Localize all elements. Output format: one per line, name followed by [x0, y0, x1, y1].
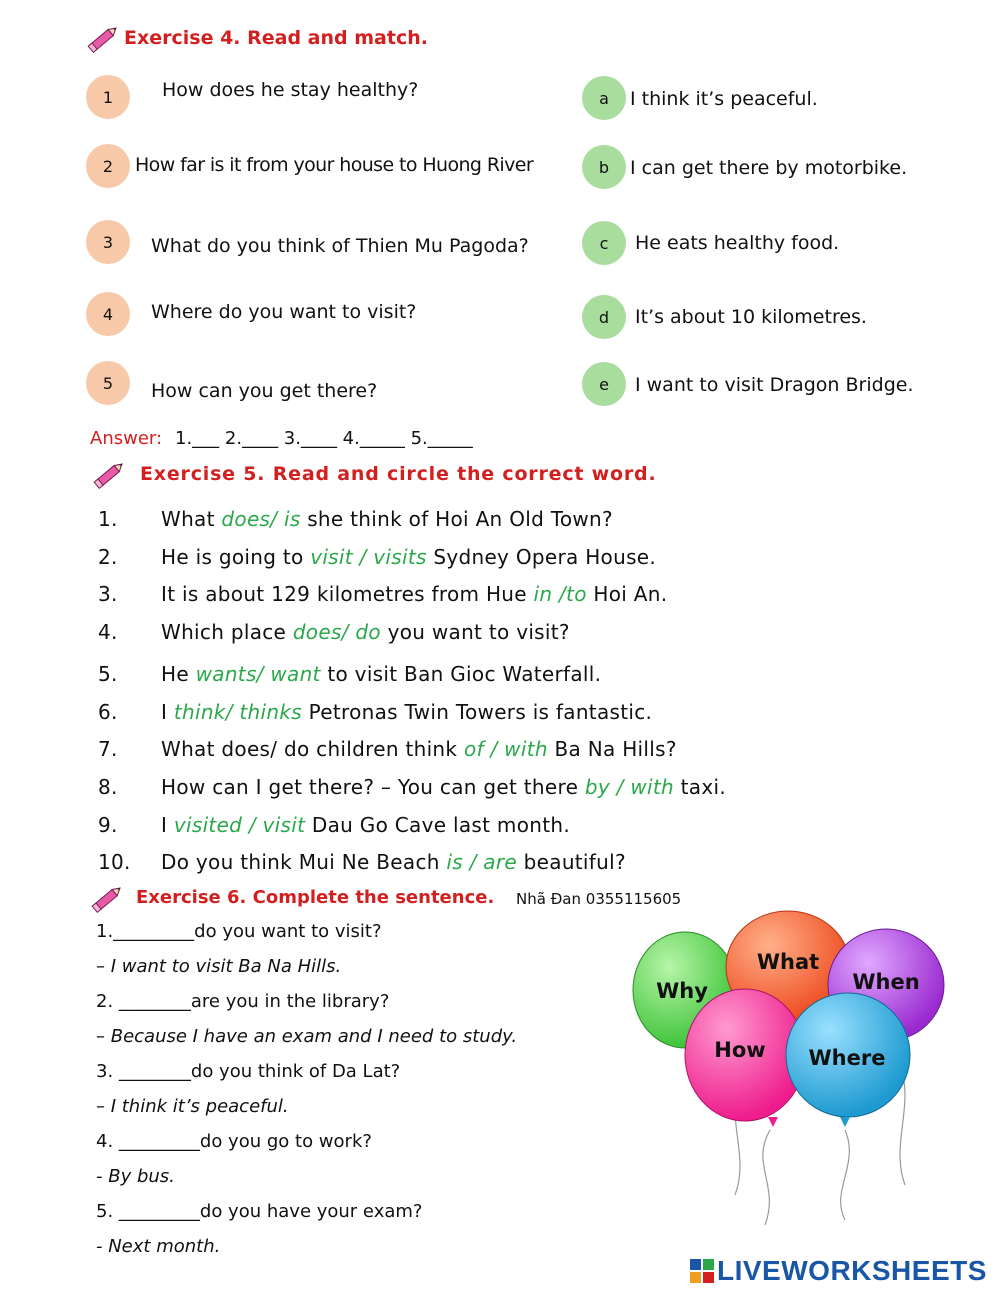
- balloon-knot: [768, 1117, 778, 1127]
- fill-blank-question[interactable]: 2. ________are you in the library?: [96, 991, 390, 1012]
- balloon-label: Why: [656, 979, 708, 1003]
- answer-letter: c: [582, 221, 626, 265]
- sentence-text: Which place: [161, 620, 293, 644]
- fill-blank-question[interactable]: 1._________do you want to visit?: [96, 921, 382, 942]
- word-choice[interactable]: visit / visits: [310, 545, 427, 569]
- sentence-text: He is going to: [161, 545, 311, 569]
- sentence-text: Dau Go Cave last month.: [305, 813, 570, 837]
- sentence-text: Ba Na Hills?: [547, 737, 677, 761]
- sentence-text: What: [161, 507, 222, 531]
- question-text: How can you get there?: [151, 380, 378, 402]
- sentence-text: beautiful?: [517, 850, 626, 874]
- question-text: What do you think of Thien Mu Pagoda?: [151, 235, 529, 257]
- item-number: 6.: [98, 700, 118, 724]
- fill-blank-question[interactable]: 3. ________do you think of Da Lat?: [96, 1061, 401, 1082]
- balloon-label: What: [756, 950, 820, 974]
- balloon-label: When: [852, 970, 920, 994]
- sentence-text: He: [161, 662, 196, 686]
- answer-text: I think it’s peaceful.: [630, 88, 818, 110]
- sentence-row: [161, 700, 652, 724]
- fill-blank-question[interactable]: 4. _________do you go to work?: [96, 1131, 372, 1152]
- sentence-text: she think of Hoi An Old Town?: [300, 507, 613, 531]
- item-number: 3.: [98, 582, 118, 606]
- sentence-text: I: [161, 700, 174, 724]
- word-choice[interactable]: by / with: [584, 775, 674, 799]
- word-choice[interactable]: wants/ want: [195, 662, 321, 686]
- word-choice[interactable]: of / with: [463, 737, 548, 761]
- answer-text: It’s about 10 kilometres.: [635, 306, 867, 328]
- author-credit: Nhã Đan 0355115605: [516, 890, 682, 908]
- sentence-row: [161, 850, 626, 874]
- logo-text: LIVEWORKSHEETS: [717, 1255, 987, 1286]
- sentence-text: Sydney Opera House.: [426, 545, 657, 569]
- question-number: 3: [86, 220, 130, 264]
- word-choice[interactable]: does/ is: [221, 507, 301, 531]
- word-choice[interactable]: in /to: [533, 582, 587, 606]
- sentence-row: [161, 662, 601, 686]
- sentence-text: What does/ do children think: [161, 737, 464, 761]
- question-number: 5: [86, 361, 130, 405]
- answer-letter: d: [582, 295, 626, 339]
- exercise4-title: Exercise 4. Read and match.: [124, 27, 428, 49]
- question-text: Where do you want to visit?: [151, 301, 417, 323]
- sentence-row: [161, 545, 656, 569]
- sentence-text: I: [161, 813, 174, 837]
- answer-blanks[interactable]: 1.___ 2.____ 3.____ 4._____ 5._____: [175, 428, 473, 449]
- fill-blank-answer: – Because I have an exam and I need to study.: [96, 1026, 518, 1047]
- fill-blank-answer: – I want to visit Ba Na Hills.: [96, 956, 342, 977]
- sentence-row: [161, 813, 570, 837]
- sentence-row: [161, 620, 570, 644]
- fill-blank-answer: - By bus.: [96, 1166, 175, 1187]
- pencil-icon: [86, 22, 120, 56]
- sentence-text: to visit Ban Gioc Waterfall.: [320, 662, 602, 686]
- sentence-text: Petronas Twin Towers is fantastic.: [301, 700, 653, 724]
- answer-text: He eats healthy food.: [635, 232, 840, 254]
- item-number: 8.: [98, 775, 118, 799]
- pencil-icon: [90, 882, 124, 916]
- question-number: 4: [86, 292, 130, 336]
- fill-blank-answer: - Next month.: [96, 1236, 221, 1257]
- exercise6-title: Exercise 6. Complete the sentence.: [136, 887, 495, 908]
- word-choice[interactable]: is / are: [446, 850, 517, 874]
- question-text: How far is it from your house to Huong River: [135, 154, 534, 176]
- balloon-string: [763, 1130, 770, 1225]
- sentence-text: Do you think Mui Ne Beach: [161, 850, 447, 874]
- item-number: 5.: [98, 662, 118, 686]
- sentence-row: [161, 582, 667, 606]
- item-number: 10.: [98, 850, 131, 874]
- balloons-illustration: [630, 905, 950, 1235]
- sentence-text: It is about 129 kilometres from Hue: [161, 582, 534, 606]
- word-choice[interactable]: does/ do: [292, 620, 381, 644]
- word-choice[interactable]: think/ thinks: [173, 700, 302, 724]
- sentence-row: [161, 507, 613, 531]
- sentence-row: [161, 737, 677, 761]
- exercise5-title: Exercise 5. Read and circle the correct word.: [140, 463, 657, 485]
- item-number: 9.: [98, 813, 118, 837]
- sentence-text: How can I get there? – You can get there: [161, 775, 585, 799]
- item-number: 4.: [98, 620, 118, 644]
- balloon-string: [841, 1130, 850, 1220]
- balloon-label: How: [714, 1038, 766, 1062]
- pencil-icon: [92, 458, 126, 492]
- item-number: 1.: [98, 507, 118, 531]
- item-number: 7.: [98, 737, 118, 761]
- word-choice[interactable]: visited / visit: [173, 813, 306, 837]
- logo-icon: [690, 1259, 714, 1283]
- sentence-row: [161, 775, 726, 799]
- item-number: 2.: [98, 545, 118, 569]
- question-text: How does he stay healthy?: [162, 79, 419, 101]
- answer-text: I want to visit Dragon Bridge.: [635, 374, 914, 396]
- answer-text: I can get there by motorbike.: [630, 157, 908, 179]
- sentence-text: taxi.: [673, 775, 726, 799]
- question-number: 1: [86, 75, 130, 119]
- sentence-text: Hoi An.: [586, 582, 668, 606]
- fill-blank-question[interactable]: 5. _________do you have your exam?: [96, 1201, 423, 1222]
- sentence-text: you want to visit?: [380, 620, 570, 644]
- fill-blank-answer: – I think it’s peaceful.: [96, 1096, 289, 1117]
- answer-label: Answer:: [90, 428, 163, 449]
- answer-letter: e: [582, 362, 626, 406]
- answer-letter: a: [582, 76, 626, 120]
- answer-letter: b: [582, 145, 626, 189]
- balloon-knot: [840, 1117, 850, 1127]
- liveworksheets-logo[interactable]: [690, 1255, 987, 1287]
- balloon-label: Where: [808, 1046, 886, 1070]
- question-number: 2: [86, 144, 130, 188]
- balloon-where: [786, 993, 910, 1127]
